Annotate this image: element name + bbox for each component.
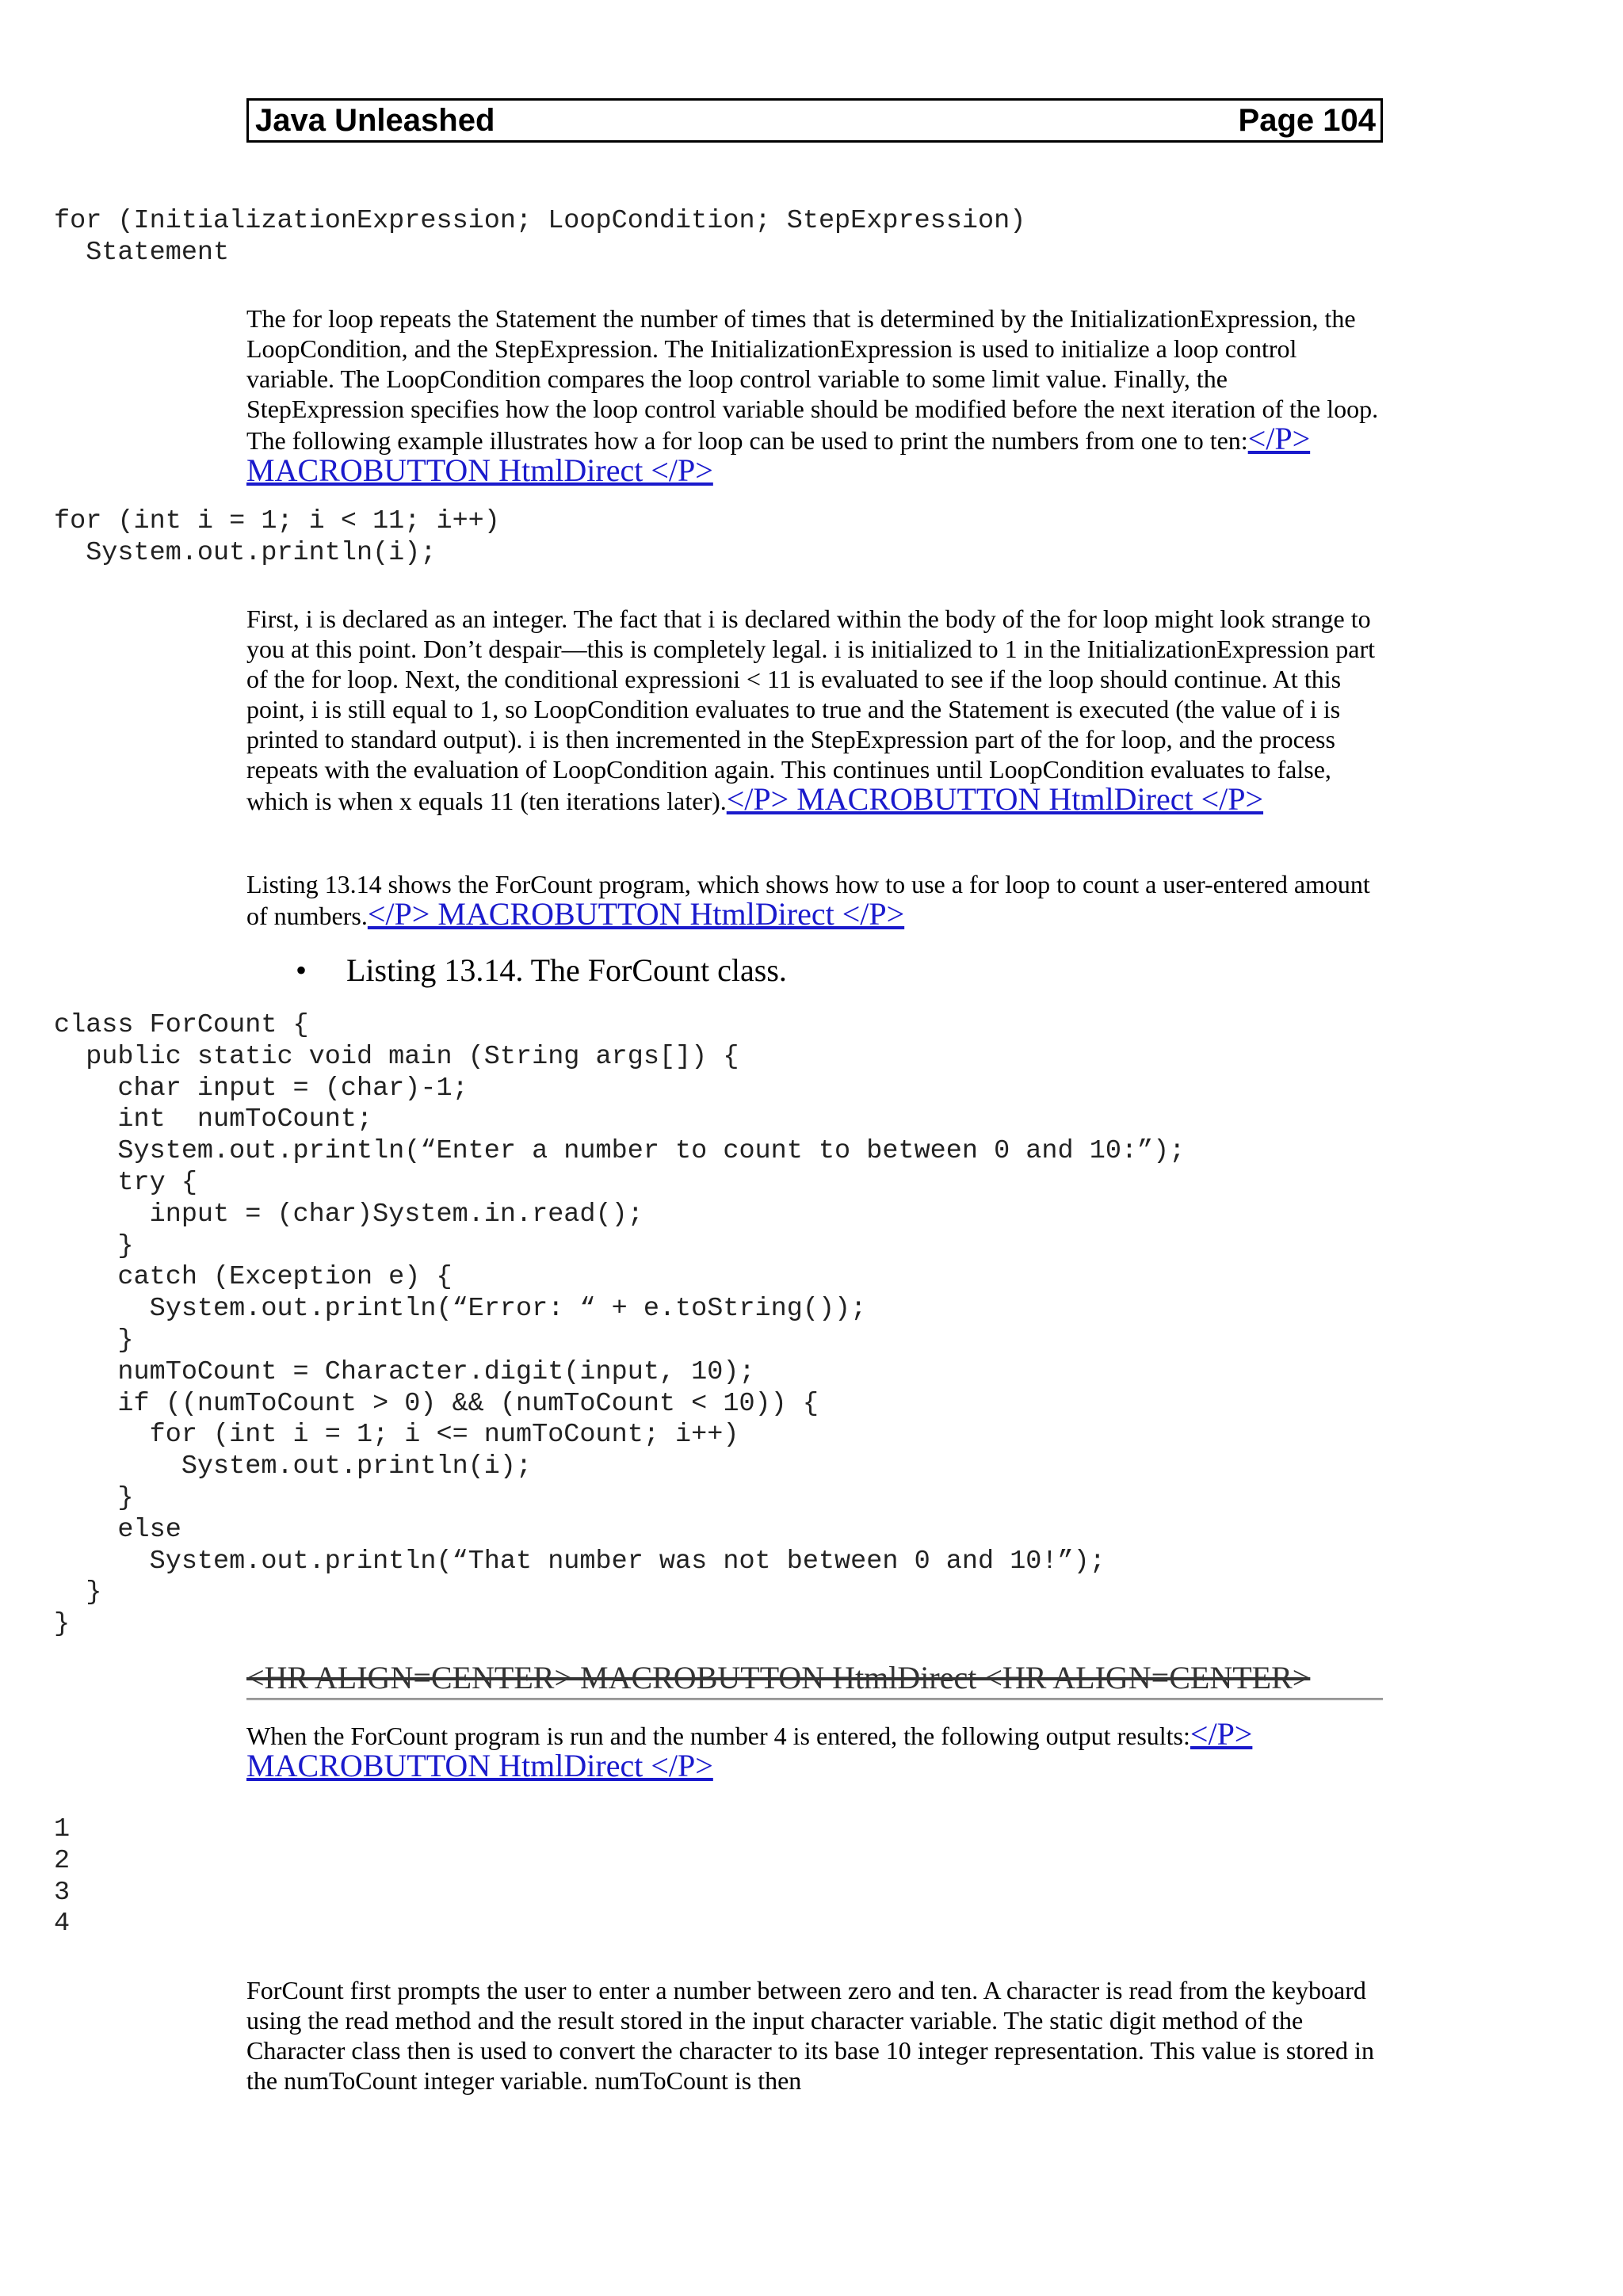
paragraph-output-intro	[246, 1716, 1388, 1783]
page-number: Page 104	[1238, 103, 1376, 138]
macrobutton-link[interactable]: </P> MACROBUTTON HtmlDirect </P>	[246, 421, 1311, 488]
paragraph-forcount-explanation	[246, 1975, 1388, 2096]
code-block-output: 1 2 3 4	[54, 1814, 71, 1939]
macrobutton-link[interactable]: </P> MACROBUTTON HtmlDirect </P>	[246, 1716, 1253, 1783]
book-title: Java Unleashed	[255, 103, 495, 138]
paragraph-for-explanation	[246, 604, 1388, 816]
paragraph-text: First, i is declared as an integer. The fact that i is declared within the body of the for loop might look strange to you at this point. Don’t despair—this is completely legal. i is initialized to 1 in the InitializationExpression part of the for loop. Next, the conditional expressioni < 11 is evaluated to see if the loop should continue. At this point, i is still equal to 1, so LoopCondition evaluates to true and the Statement is executed (the value of i is printed to standard output). i is then incremented in the StepExpression part of the for loop, and the process repeats with the evaluation of LoopCondition again. This continues until LoopCondition evaluates to false, which is when x equals 11 (ten iterations later).	[246, 605, 1376, 815]
macrobutton-link[interactable]: </P> MACROBUTTON HtmlDirect </P>	[726, 781, 1264, 817]
code-block-for-example: for (int i = 1; i < 11; i++) System.out.println(i);	[54, 506, 500, 568]
macrobutton-link[interactable]: </P> MACROBUTTON HtmlDirect </P>	[367, 896, 905, 932]
listing-caption-text: Listing 13.14. The ForCount class.	[346, 952, 787, 988]
code-block-for-syntax: for (InitializationExpression; LoopCondition; StepExpression) Statement	[54, 206, 1026, 268]
paragraph-text: When the ForCount program is run and the number 4 is entered, the following output results:	[246, 1722, 1190, 1750]
paragraph-text: ForCount first prompts the user to enter a number between zero and ten. A character is read from the keyboard using the read method and the result stored in the input character variable. The static digit method of the Character class then is used to convert the character to its base 10 integer representation. This value is stored in the numToCount integer variable. numToCount is then	[246, 1976, 1374, 2095]
paragraph-text: Listing 13.14 shows the ForCount program, which shows how to use a for loop to count a user-entered amount of numbers.	[246, 870, 1370, 930]
paragraph-listing-intro	[246, 869, 1388, 931]
listing-caption	[296, 951, 787, 990]
page-header	[246, 98, 1383, 143]
paragraph-text: The for loop repeats the Statement the number of times that is determined by the InitializationExpression, the LoopCondition, and the StepExpression. The InitializationExpression is used to initialize a loop control variable. The LoopCondition compares the loop control variable to some limit value. Finally, the StepExpression specifies how the loop control variable should be modified before the next iteration of the loop. The following example illustrates how a for loop can be used to print the numbers from one to ten:	[246, 304, 1379, 455]
code-block-forcount: class ForCount { public static void main (String args[]) { char input = (char)-1; int numToCount; System.out.println(“Enter a number to count to between 0 and 10:”); try { input = (char)System.in.read(); } catch (Exception e) { System.out.println(“Error: “ + e.toString()); } numToCount = Character.digit(input, 10); if ((numToCount > 0) && (numToCount < 10)) { for (int i = 1; i <= numToCount; i++) System.out.println(i); } else System.out.println(“That number was not between 0 and 10!”); } }	[54, 1010, 1186, 1640]
paragraph-for-loop-intro	[246, 303, 1388, 487]
bullet-icon: •	[296, 952, 307, 988]
hr-macrobutton[interactable]: <HR ALIGN=CENTER> MACROBUTTON HtmlDirect <HR ALIGN=CENTER>	[246, 1658, 1383, 1700]
